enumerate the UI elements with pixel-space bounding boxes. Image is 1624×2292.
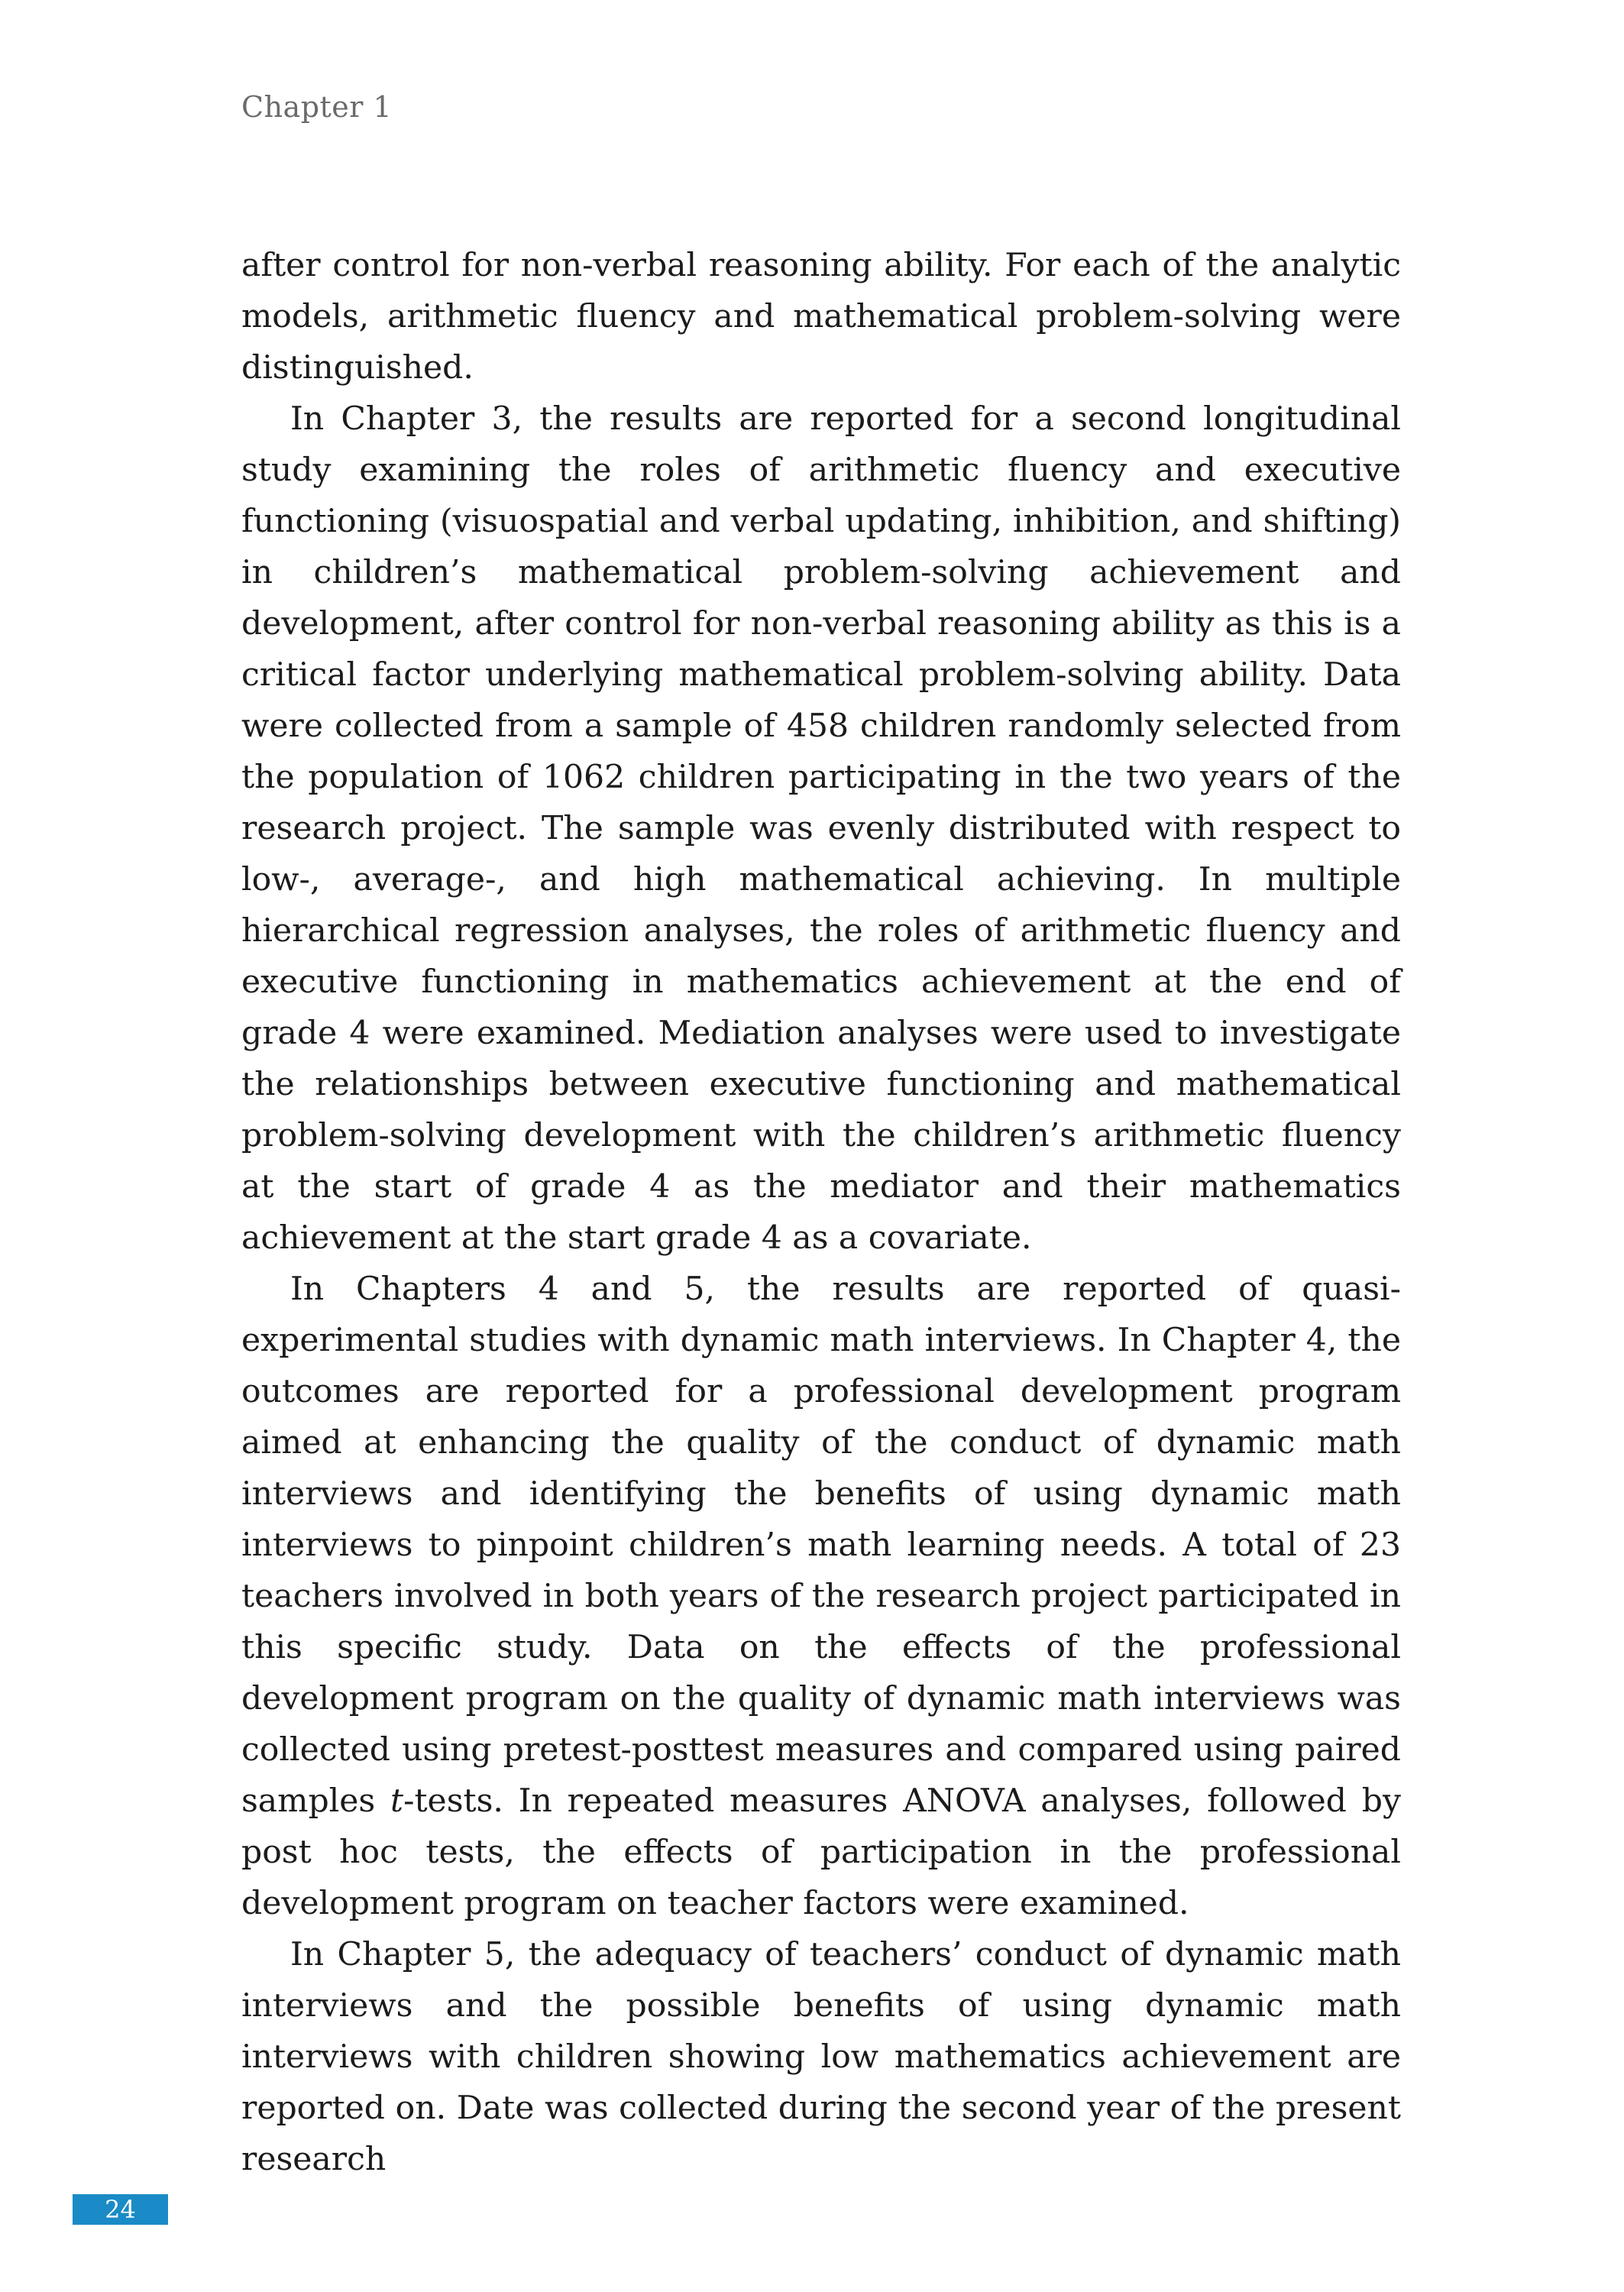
paragraph-4: In Chapter 5, the adequacy of teachers’ conduct of dynamic math interviews and the possible benefits of using dynamic math interviews with children showing low mathematics achievement are reported on. Date was collected during the second year of the present research (241, 1936, 1401, 2178)
paragraph-3-part-1: In Chapters 4 and 5, the results are reported of quasi-experimental studies with dynamic math interviews. In Chapter 4, the outcomes are reported for a professional development program aimed at enhancing the quality of the conduct of dynamic math interviews and identifying the benefits of using dynamic math interviews to pinpoint children’s math learning needs. A total of 23 teachers involved in both years of the research project participated in this specific study. Data on the effects of the professional development program on the quality of dynamic math interviews was collected using pretest-posttest measures and compared using paired samples (241, 1271, 1401, 1820)
body-text (241, 240, 1401, 2185)
paragraph-1: after control for non-verbal reasoning ability. For each of the analytic models, arithmetic fluency and mathematical problem-solving were distinguished. (241, 247, 1401, 387)
page-number-badge: 24 (73, 2194, 168, 2225)
running-header: Chapter 1 (241, 90, 393, 124)
paragraph-2: In Chapter 3, the results are reported for a second longitudinal study examining the roles of arithmetic fluency and executive functioning (visuospatial and verbal updating, inhibition, and shifting) in children’s mathematical problem-solving achievement and development, after control for non-verbal reasoning ability as this is a critical factor underlying mathematical problem-solving ability. Data were collected from a sample of 458 children randomly selected from the population of 1062 children participating in the two years of the research project. The sample was evenly distributed with respect to low-, average-, and high mathematical achieving. In multiple hierarchical regression analyses, the roles of arithmetic fluency and executive functioning in mathematics achievement at the end of grade 4 were examined. Mediation analyses were used to investigate the relationships between executive functioning and mathematical problem-solving development with the children’s arithmetic fluency at the start of grade 4 as the mediator and their mathematics achievement at the start grade 4 as a covariate. (241, 400, 1401, 1257)
t-test-italic: t (390, 1782, 404, 1820)
paragraph-3 (241, 1264, 1401, 1929)
paragraph-3-part-2: -tests. In repeated measures ANOVA analyses, followed by post hoc tests, the effects of participation in the professional development program on teacher factors were examined. (241, 1782, 1401, 1922)
